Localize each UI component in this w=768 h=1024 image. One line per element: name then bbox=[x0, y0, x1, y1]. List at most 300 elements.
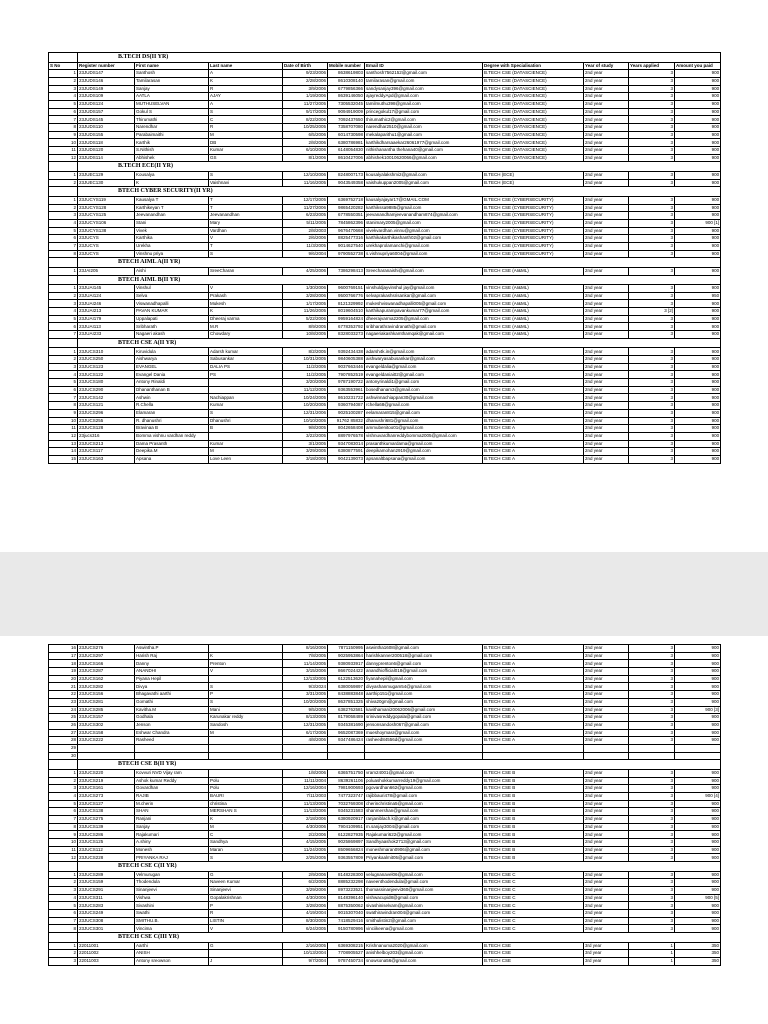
table-cell: karthikakarthikashanth02@gmail.com bbox=[365, 235, 483, 243]
table-cell: EVANGEL bbox=[135, 363, 209, 371]
table-cell: 2nd year bbox=[584, 706, 629, 714]
table-cell: 11 bbox=[49, 846, 78, 854]
table-cell: 2nd year bbox=[584, 363, 629, 371]
table-cell: 900 bbox=[675, 331, 721, 339]
table-cell: 4 bbox=[49, 219, 78, 227]
table-cell: 8/30/2005 bbox=[283, 917, 328, 925]
table-cell: vinciikeena@gmail.com bbox=[365, 925, 483, 933]
table-cell: B.TECH CSE A bbox=[483, 729, 584, 737]
table-cell: V bbox=[209, 235, 283, 243]
table-cell: 17 bbox=[49, 652, 78, 660]
table-cell: Mani bbox=[209, 706, 283, 714]
table-cell: 11/13/2005 bbox=[283, 800, 328, 808]
table-cell: 9025100287 bbox=[328, 409, 365, 417]
table-cell: 3rd year bbox=[584, 957, 629, 965]
table-cell: 3 bbox=[629, 196, 675, 204]
table-cell: 3/28/2006 bbox=[283, 292, 328, 300]
table-cell: 22011003 bbox=[78, 957, 135, 965]
table-cell: 6 bbox=[49, 235, 78, 243]
table-cell: 3 bbox=[629, 386, 675, 394]
table-cell: Rajakumari622@gmail.com bbox=[365, 831, 483, 839]
column-header: Year of study bbox=[584, 62, 629, 70]
table-cell: 6/17/2006 bbox=[283, 729, 328, 737]
table-cell: LISTIN bbox=[209, 917, 283, 925]
table-cell: R. dhanushri bbox=[135, 417, 209, 425]
table-cell: 1 bbox=[49, 267, 78, 275]
table-row bbox=[49, 300, 721, 308]
table-cell: 23JUCYS138 bbox=[78, 227, 135, 235]
table-cell: 900 bbox=[675, 785, 721, 793]
table-cell: 900 bbox=[675, 714, 721, 722]
column-header: Last name bbox=[209, 62, 283, 70]
table-cell: 350 bbox=[675, 957, 721, 965]
table-cell: 3 bbox=[629, 70, 675, 78]
section-title: BTECH AIML B(II YR) bbox=[78, 275, 721, 285]
table-cell bbox=[209, 737, 283, 745]
table-row bbox=[49, 448, 721, 456]
table-cell: 2nd year bbox=[584, 379, 629, 387]
table-cell: 900 bbox=[675, 871, 721, 879]
section-heading-row bbox=[49, 275, 721, 285]
table-cell: B.TECH CSE (DATASCIENCE) bbox=[483, 139, 584, 147]
table-cell: 10/8/2005 bbox=[283, 331, 328, 339]
table-cell: 900 bbox=[675, 348, 721, 356]
table-cell: 9 bbox=[49, 131, 78, 139]
table-cell: m.sanjay3004@gmail.com bbox=[365, 823, 483, 831]
table-cell: 6380786981 bbox=[328, 139, 365, 147]
table-cell: B.TECH CSE A bbox=[483, 683, 584, 691]
table-cell: 2nd year bbox=[584, 886, 629, 894]
table-cell: M.cherin bbox=[135, 800, 209, 808]
table-cell: Karthik bbox=[135, 139, 209, 147]
table-cell: Kavitha.M bbox=[135, 706, 209, 714]
table-cell: B.TECH CSE C bbox=[483, 925, 584, 933]
table-row bbox=[49, 729, 721, 737]
table-cell: 23JUCS310 bbox=[78, 348, 135, 356]
table-cell: 2nd year bbox=[584, 179, 629, 187]
table-cell: 23JUCS117 bbox=[78, 448, 135, 456]
table-cell: 3 bbox=[49, 300, 78, 308]
table-cell: 8 bbox=[49, 124, 78, 132]
table-cell: 23JUDS147 bbox=[78, 70, 135, 78]
table-cell: 900 bbox=[675, 100, 721, 108]
table-cell: 8/2/2005 bbox=[283, 348, 328, 356]
table-cell: ashwinnachiappan30@gmail.com bbox=[365, 394, 483, 402]
table-cell: B.TECH CSE (DATASCIENCE) bbox=[483, 116, 584, 124]
table-cell: 23JUAI145 bbox=[78, 285, 135, 293]
table-row bbox=[49, 250, 721, 258]
table-cell: Ashwin bbox=[135, 394, 209, 402]
table-cell: 2/8/2003 bbox=[283, 227, 328, 235]
table-cell: 900 bbox=[675, 409, 721, 417]
table-cell: B.TECH CSE A bbox=[483, 698, 584, 706]
table-row bbox=[49, 323, 721, 331]
table-cell: B.TECH CSE (CYBERSECURITY) bbox=[483, 235, 584, 243]
table-cell: 2/8/2006 bbox=[283, 139, 328, 147]
table-row bbox=[49, 440, 721, 448]
table-cell: 900 bbox=[675, 179, 721, 187]
table-row bbox=[49, 85, 721, 93]
table-cell: 9/17/2005 bbox=[283, 108, 328, 116]
table-cell: M bbox=[209, 448, 283, 456]
table-cell: 10/20/2005 bbox=[283, 402, 328, 410]
table-cell: 11/2/2005 bbox=[283, 363, 328, 371]
table-cell: 11/26/2005 bbox=[283, 308, 328, 316]
table-cell: Vivek bbox=[135, 227, 209, 235]
table-cell: 3 bbox=[629, 871, 675, 879]
table-cell: B.TECH CSE B bbox=[483, 839, 584, 847]
table-cell: Jeevanandhan bbox=[209, 212, 283, 220]
table-cell: Bravinaa B bbox=[135, 425, 209, 433]
table-row bbox=[49, 808, 721, 816]
table-cell: 9360794087 bbox=[328, 402, 365, 410]
table-cell: R bbox=[209, 910, 283, 918]
table-cell: 3 bbox=[629, 409, 675, 417]
column-header: Degree with Specialisation bbox=[483, 62, 584, 70]
table-cell: fiyanahepil@gmail.com bbox=[365, 675, 483, 683]
empty-cell bbox=[328, 752, 365, 760]
table-cell: Sabusankar bbox=[209, 356, 283, 364]
table-cell: 900 bbox=[675, 116, 721, 124]
table-cell: 5 bbox=[49, 315, 78, 323]
table-cell: 8610231722 bbox=[328, 394, 365, 402]
table-cell: 23JUCS222 bbox=[78, 737, 135, 745]
table-cell: 1 bbox=[49, 70, 78, 78]
table-cell: 7 bbox=[49, 815, 78, 823]
table-row bbox=[49, 957, 721, 965]
table-cell: 6/24/2005 bbox=[283, 925, 328, 933]
table-cell: 23JUCS128 bbox=[78, 425, 135, 433]
table-cell: 12/16/2004 bbox=[283, 785, 328, 793]
blank-row bbox=[49, 752, 721, 760]
table-row bbox=[49, 93, 721, 101]
table-cell: 4 bbox=[49, 308, 78, 316]
section-spacer-cell bbox=[49, 162, 78, 172]
table-cell bbox=[209, 950, 283, 958]
table-cell: Dhanushri bbox=[209, 417, 283, 425]
table-cell: 7871150995 bbox=[328, 645, 365, 653]
table-cell: 3 bbox=[629, 348, 675, 356]
table-cell: A bbox=[209, 70, 283, 78]
table-cell: K bbox=[135, 179, 209, 187]
spreadsheet-page-2 bbox=[0, 636, 768, 1024]
table-cell: 5 bbox=[49, 227, 78, 235]
table-cell: 3 bbox=[629, 769, 675, 777]
table-cell: 3 bbox=[629, 371, 675, 379]
table-cell: 2nd year bbox=[584, 85, 629, 93]
table-cell: 2nd year bbox=[584, 871, 629, 879]
table-cell: 23JUCS139 bbox=[78, 823, 135, 831]
table-cell: 2nd year bbox=[584, 737, 629, 745]
section-title: BTECH CSE B(II YR) bbox=[78, 760, 721, 770]
table-cell: 2 bbox=[49, 879, 78, 887]
table-cell: 3 bbox=[629, 331, 675, 339]
table-cell: B.TECH CSE (DATASCIENCE) bbox=[483, 77, 584, 85]
table-cell: 900 bbox=[675, 300, 721, 308]
table-cell: 1 bbox=[49, 942, 78, 950]
table-cell: 19 bbox=[49, 668, 78, 676]
table-cell: 9 bbox=[49, 409, 78, 417]
table-cell: Tamilarasan bbox=[135, 77, 209, 85]
table-cell: C bbox=[209, 831, 283, 839]
table-cell: tamilarasan@gmail.com bbox=[365, 77, 483, 85]
table-cell: 2nd year bbox=[584, 292, 629, 300]
table-cell: Monesh bbox=[135, 846, 209, 854]
table-cell: 2nd year bbox=[584, 394, 629, 402]
table-cell: sandysanjay396@gmail.com bbox=[365, 85, 483, 93]
table-cell: 7845862396 bbox=[328, 219, 365, 227]
table-cell: 2 bbox=[49, 292, 78, 300]
table-cell: Sanjay bbox=[135, 823, 209, 831]
table-cell: 900 bbox=[675, 854, 721, 862]
table-cell: B.TECH CSE B bbox=[483, 846, 584, 854]
table-cell: 9790552738 bbox=[328, 250, 365, 258]
table-cell: 900 [1] bbox=[675, 219, 721, 227]
table-cell: 23JUAI213 bbox=[78, 308, 135, 316]
table-cell: 900 bbox=[675, 683, 721, 691]
table-cell: 900 bbox=[675, 823, 721, 831]
table-cell: 3 bbox=[629, 894, 675, 902]
table-cell: B.TECH CSE (DATASCIENCE) bbox=[483, 108, 584, 116]
table-cell: Deepika.M bbox=[135, 448, 209, 456]
table-cell: 11 bbox=[49, 425, 78, 433]
table-cell: 2nd year bbox=[584, 815, 629, 823]
table-row bbox=[49, 800, 721, 808]
table-cell: 23JUCS291 bbox=[78, 886, 135, 894]
table-cell: B.TECH CSE A bbox=[483, 371, 584, 379]
table-cell: Dheeraj varma bbox=[209, 315, 283, 323]
table-cell: Kumar bbox=[209, 402, 283, 410]
table-cell: K bbox=[209, 308, 283, 316]
column-header: Email ID bbox=[365, 62, 483, 70]
table-cell: anandhiofficial018@gmail.com bbox=[365, 668, 483, 676]
table-cell: 3 bbox=[49, 85, 78, 93]
table-cell: B.TECH CSE A bbox=[483, 448, 584, 456]
table-cell: 23JUDS124 bbox=[78, 100, 135, 108]
table-cell: 6 bbox=[49, 910, 78, 918]
table-cell: 3 bbox=[629, 660, 675, 668]
section-title: BTECH CSE A(II YR) bbox=[78, 338, 721, 348]
table-cell: 22011001 bbox=[78, 942, 135, 950]
table-cell: V bbox=[209, 285, 283, 293]
section-spacer-cell bbox=[49, 338, 78, 348]
empty-cell bbox=[283, 752, 328, 760]
table-cell: B.TECH CSE A bbox=[483, 425, 584, 433]
table-cell: Gopalakrishnan bbox=[209, 894, 283, 902]
table-cell: 900 bbox=[675, 242, 721, 250]
table-cell: 3 bbox=[629, 668, 675, 676]
table-cell: 2/16/2005 bbox=[283, 942, 328, 950]
table-cell: 10/31/2005 bbox=[283, 356, 328, 364]
table-cell: christina bbox=[209, 800, 283, 808]
table-cell: P bbox=[209, 691, 283, 699]
table-cell: Narendhar bbox=[135, 124, 209, 132]
table-cell: 3 bbox=[629, 250, 675, 258]
table-cell: K bbox=[209, 652, 283, 660]
table-cell: 7386298413 bbox=[328, 267, 365, 275]
table-cell: B.TECH CSE A bbox=[483, 714, 584, 722]
table-row bbox=[49, 777, 721, 785]
table-cell: 2/6/2006 bbox=[283, 235, 328, 243]
table-cell: 900 [3] bbox=[675, 706, 721, 714]
table-cell: 23JUCS282 bbox=[78, 683, 135, 691]
table-cell: 900 bbox=[675, 386, 721, 394]
table-cell: Jeevanandhan bbox=[135, 212, 209, 220]
table-cell: 2nd year bbox=[584, 308, 629, 316]
table-cell: 2nd year bbox=[584, 792, 629, 800]
table-cell: A.shiny bbox=[135, 839, 209, 847]
table-cell: swathiravindran004@gmail.com bbox=[365, 910, 483, 918]
table-cell: B.TECH CSE (DATASCIENCE) bbox=[483, 147, 584, 155]
table-cell: 3 bbox=[629, 100, 675, 108]
table-cell: 23JAI205 bbox=[78, 267, 135, 275]
table-cell: DB bbox=[209, 139, 283, 147]
table-row bbox=[49, 706, 721, 714]
table-row bbox=[49, 196, 721, 204]
section-spacer-cell bbox=[49, 275, 78, 285]
table-cell: B.TECH CSE (DATASCIENCE) bbox=[483, 154, 584, 162]
table-cell: 9392434438 bbox=[328, 348, 365, 356]
table-cell: 3 bbox=[629, 154, 675, 162]
table-cell: 900 bbox=[675, 808, 721, 816]
empty-cell bbox=[483, 752, 584, 760]
table-cell: B.TECH CSE A bbox=[483, 356, 584, 364]
table-cell: 900 [4] bbox=[675, 792, 721, 800]
table-cell: 9/8/2005 bbox=[283, 425, 328, 433]
table-row bbox=[49, 721, 721, 729]
column-header: Years applied bbox=[629, 62, 675, 70]
table-cell: Parabaimaithi bbox=[135, 131, 209, 139]
table-cell: 2nd year bbox=[584, 777, 629, 785]
section-title: B.TECH DS(II YR) bbox=[78, 53, 721, 63]
table-cell: 3 bbox=[629, 448, 675, 456]
table-cell: 2nd year bbox=[584, 448, 629, 456]
table-cell: 11/16/2005 bbox=[283, 179, 328, 187]
empty-cell bbox=[675, 744, 721, 752]
empty-cell bbox=[483, 744, 584, 752]
table-cell: 3 bbox=[629, 886, 675, 894]
table-cell: 8610427006 bbox=[328, 154, 365, 162]
table-cell: 23JUCS123 bbox=[78, 363, 135, 371]
table-cell: S.Nithish bbox=[135, 147, 209, 155]
table-cell: 900 bbox=[675, 70, 721, 78]
table-cell: 9363553961 bbox=[328, 386, 365, 394]
table-cell: 11/3/2005 bbox=[283, 242, 328, 250]
table-cell: Sivashini bbox=[135, 902, 209, 910]
table-cell: 23JUCS308 bbox=[78, 917, 135, 925]
table-cell: B.TECH CSE (AI&ML) bbox=[483, 292, 584, 300]
table-cell bbox=[209, 386, 283, 394]
table-cell: P bbox=[209, 902, 283, 910]
section-heading-row bbox=[49, 933, 721, 943]
table-cell: princegokul17@gmail.com bbox=[365, 108, 483, 116]
registration-table-1 bbox=[48, 52, 721, 464]
table-cell: 26 bbox=[49, 721, 78, 729]
table-cell: 3 bbox=[629, 823, 675, 831]
table-cell: 2 bbox=[49, 179, 78, 187]
table-cell: 900 bbox=[675, 196, 721, 204]
table-row bbox=[49, 769, 721, 777]
table-row bbox=[49, 886, 721, 894]
table-cell: Piyana Hepil bbox=[135, 675, 209, 683]
table-cell: Vinshul bbox=[135, 285, 209, 293]
table-cell: 23JUDS155 bbox=[78, 131, 135, 139]
table-cell: Krishnanuma2020@gmail.com bbox=[365, 942, 483, 950]
empty-cell bbox=[584, 752, 629, 760]
table-cell: dhanushri681@gmail.com bbox=[365, 417, 483, 425]
table-cell: 2nd year bbox=[584, 910, 629, 918]
table-cell: M.R bbox=[209, 323, 283, 331]
table-cell: deepikamohan2919@gmail.com bbox=[365, 448, 483, 456]
table-cell: 6/10/2006 bbox=[283, 147, 328, 155]
table-cell: 2nd year bbox=[584, 139, 629, 147]
table-cell: 3 bbox=[629, 77, 675, 85]
table-cell: 900 bbox=[675, 147, 721, 155]
table-cell: Abhishek bbox=[135, 154, 209, 162]
table-row bbox=[49, 854, 721, 862]
table-cell: 2nd year bbox=[584, 212, 629, 220]
table-cell: 3 bbox=[629, 917, 675, 925]
table-cell: 12 bbox=[49, 854, 78, 862]
table-cell: 3 bbox=[629, 219, 675, 227]
table-cell: Love Leen bbox=[209, 455, 283, 463]
table-cell: 2 bbox=[49, 777, 78, 785]
table-cell: Aishwarya bbox=[135, 356, 209, 364]
table-cell: 5 bbox=[49, 902, 78, 910]
table-cell: antonyrinaldi1@gmail.com bbox=[365, 379, 483, 387]
table-cell: 23JUCS297 bbox=[78, 652, 135, 660]
table-cell: 28 bbox=[49, 737, 78, 745]
table-cell: R bbox=[209, 85, 283, 93]
table-cell: 23JUEC130 bbox=[78, 179, 135, 187]
table-cell: 11/13/2006 bbox=[283, 808, 328, 816]
table-cell: 5/22/2006 bbox=[283, 315, 328, 323]
table-cell: Selva bbox=[135, 292, 209, 300]
table-cell: evangeldalia@gmail.com bbox=[365, 363, 483, 371]
empty-cell bbox=[365, 752, 483, 760]
table-cell: 2nd year bbox=[584, 116, 629, 124]
table-cell: 10/13/2004 bbox=[283, 950, 328, 958]
table-cell: bosedhanam3@gmail.com bbox=[365, 386, 483, 394]
table-cell: 23JUDS120 bbox=[78, 147, 135, 155]
table-cell: V bbox=[209, 668, 283, 676]
table-cell: 9025953864 bbox=[328, 652, 365, 660]
table-cell: 2 bbox=[49, 77, 78, 85]
table-cell: 3 bbox=[629, 440, 675, 448]
table-cell: S bbox=[209, 854, 283, 862]
table-cell: 900 bbox=[675, 455, 721, 463]
table-cell: 8148396140 bbox=[328, 894, 365, 902]
table-cell: vaishukuppan2005@gmail.com bbox=[365, 179, 483, 187]
table-cell: S bbox=[209, 698, 283, 706]
table-cell: 1 bbox=[49, 196, 78, 204]
table-cell: 900 bbox=[675, 124, 721, 132]
table-cell: 12/31/2006 bbox=[283, 409, 328, 417]
section-spacer-cell bbox=[49, 187, 78, 197]
table-cell: aarthip151@gmail.com bbox=[365, 691, 483, 699]
table-row bbox=[49, 108, 721, 116]
table-cell: 1 bbox=[629, 942, 675, 950]
table-cell: 7708905527 bbox=[328, 950, 365, 958]
table-cell: 3 bbox=[629, 356, 675, 364]
empty-cell bbox=[328, 744, 365, 752]
table-cell: sribharathravindranath@gmail.com bbox=[365, 323, 483, 331]
table-row bbox=[49, 417, 721, 425]
table-cell: jensonsandosh067@gmail.com bbox=[365, 721, 483, 729]
table-cell: Polu bbox=[209, 785, 283, 793]
table-cell: 2/28/2006 bbox=[283, 77, 328, 85]
table-cell: Govardhan bbox=[135, 785, 209, 793]
